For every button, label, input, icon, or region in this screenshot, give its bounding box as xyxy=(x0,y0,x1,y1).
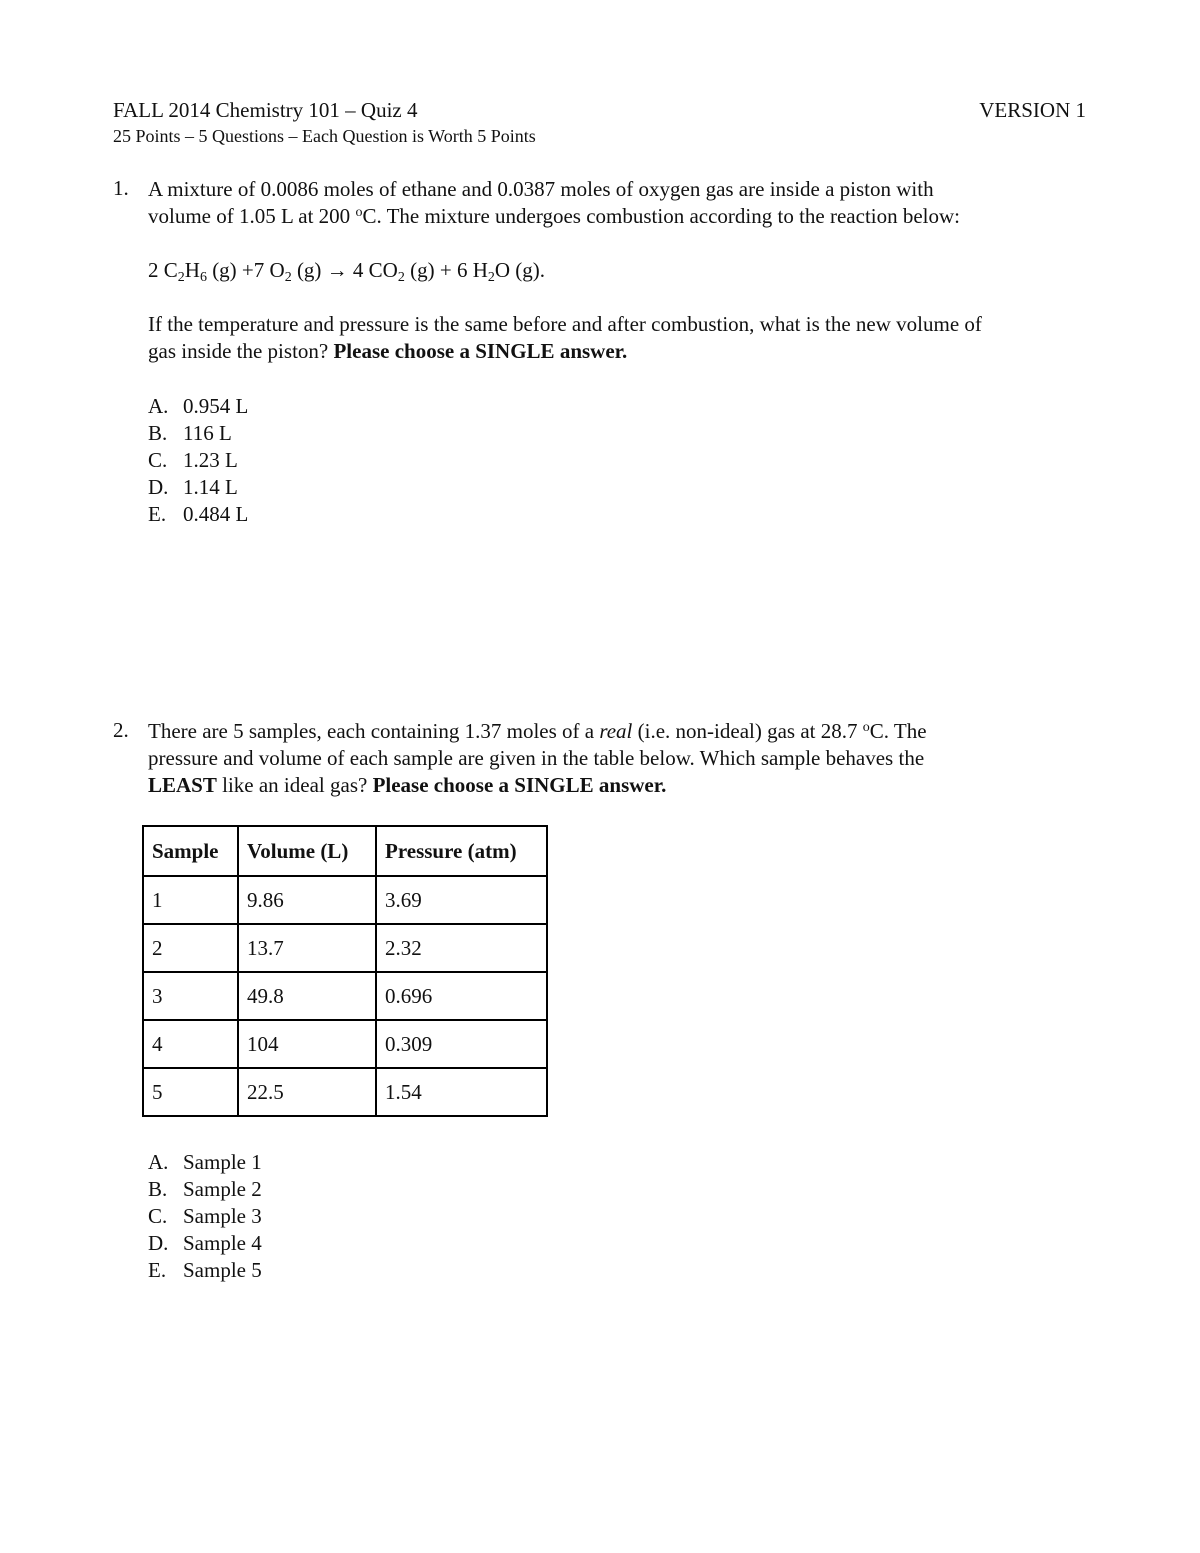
quiz-subtitle: 25 Points – 5 Questions – Each Question is Worth 5 Points xyxy=(113,126,536,146)
option-e[interactable]: E. Sample 5 xyxy=(148,1258,262,1282)
question-1-number: 1. xyxy=(113,176,129,200)
option-c[interactable]: C. 1.23 L xyxy=(148,448,238,472)
cell-volume: 13.7 xyxy=(238,924,376,972)
table-row xyxy=(143,1020,547,1068)
column-header-volume: Volume (L) xyxy=(238,826,376,876)
option-d[interactable]: D. Sample 4 xyxy=(148,1231,262,1255)
option-a[interactable]: A. Sample 1 xyxy=(148,1150,262,1174)
cell-sample: 1 xyxy=(143,876,238,924)
question-1-line-4: gas inside the piston? Please choose a SINGLE answer. xyxy=(148,339,628,363)
question-1-line-1: A mixture of 0.0086 moles of ethane and 0.0387 moles of oxygen gas are inside a piston with xyxy=(148,177,934,201)
gas-samples-table xyxy=(142,825,548,1117)
option-b[interactable]: B. 116 L xyxy=(148,421,232,445)
reaction-equation: 2 $C_2H_6$ (g) +7 $O_2$ (g) → 4 $CO_2$ (g) + 6 $H_2O$ (g). xyxy=(148,258,546,285)
option-d[interactable]: D. 1.14 L xyxy=(148,475,238,499)
cell-sample: 2 xyxy=(143,924,238,972)
table-row xyxy=(143,876,547,924)
option-a[interactable]: A. 0.954 L xyxy=(148,394,249,418)
single-answer-instruction: Please choose a SINGLE answer. xyxy=(372,773,667,797)
table-row xyxy=(143,972,547,1020)
cell-sample: 5 xyxy=(143,1068,238,1116)
cell-pressure: 0.309 xyxy=(376,1020,547,1068)
cell-sample: 4 xyxy=(143,1020,238,1068)
cell-volume: 104 xyxy=(238,1020,376,1068)
table-header-row xyxy=(143,826,547,876)
cell-volume: 22.5 xyxy=(238,1068,376,1116)
cell-volume: 49.8 xyxy=(238,972,376,1020)
question-1-options xyxy=(148,393,248,528)
cell-pressure: 1.54 xyxy=(376,1068,547,1116)
table-row xyxy=(143,924,547,972)
cell-pressure: 2.32 xyxy=(376,924,547,972)
cell-volume: 9.86 xyxy=(238,876,376,924)
version-label: VERSION 1 xyxy=(979,98,1086,122)
cell-sample: 3 xyxy=(143,972,238,1020)
question-2-number: 2. xyxy=(113,718,129,742)
question-1-line-3: If the temperature and pressure is the same before and after combustion, what is the new volume of xyxy=(148,312,982,336)
question-2-line-2: pressure and volume of each sample are given in the table below. Which sample behaves the xyxy=(148,746,925,770)
option-b[interactable]: B. Sample 2 xyxy=(148,1177,262,1201)
single-answer-instruction: Please choose a SINGLE answer. xyxy=(333,339,628,363)
quiz-title: FALL 2014 Chemistry 101 – Quiz 4 xyxy=(113,98,418,122)
question-2-line-3: LEAST like an ideal gas? Please choose a SINGLE answer. xyxy=(148,773,667,797)
cell-pressure: 0.696 xyxy=(376,972,547,1020)
column-header-sample: Sample xyxy=(143,826,238,876)
question-1-line-2: volume of 1.05 L at 200 $^o$C. The mixture undergoes combustion according to the reaction below: xyxy=(148,204,961,228)
degree-symbol: o xyxy=(862,720,870,735)
option-c[interactable]: C. Sample 3 xyxy=(148,1204,262,1228)
cell-pressure: 3.69 xyxy=(376,876,547,924)
degree-symbol: o xyxy=(355,205,363,220)
table-row xyxy=(143,1068,547,1116)
question-2-line-1: There are 5 samples, each containing 1.37 moles of a real (i.e. non-ideal) gas at 28.7 $^o$C. The xyxy=(148,719,927,743)
column-header-pressure: Pressure (atm) xyxy=(376,826,547,876)
question-2-options xyxy=(148,1149,262,1284)
option-e[interactable]: E. 0.484 L xyxy=(148,502,249,526)
